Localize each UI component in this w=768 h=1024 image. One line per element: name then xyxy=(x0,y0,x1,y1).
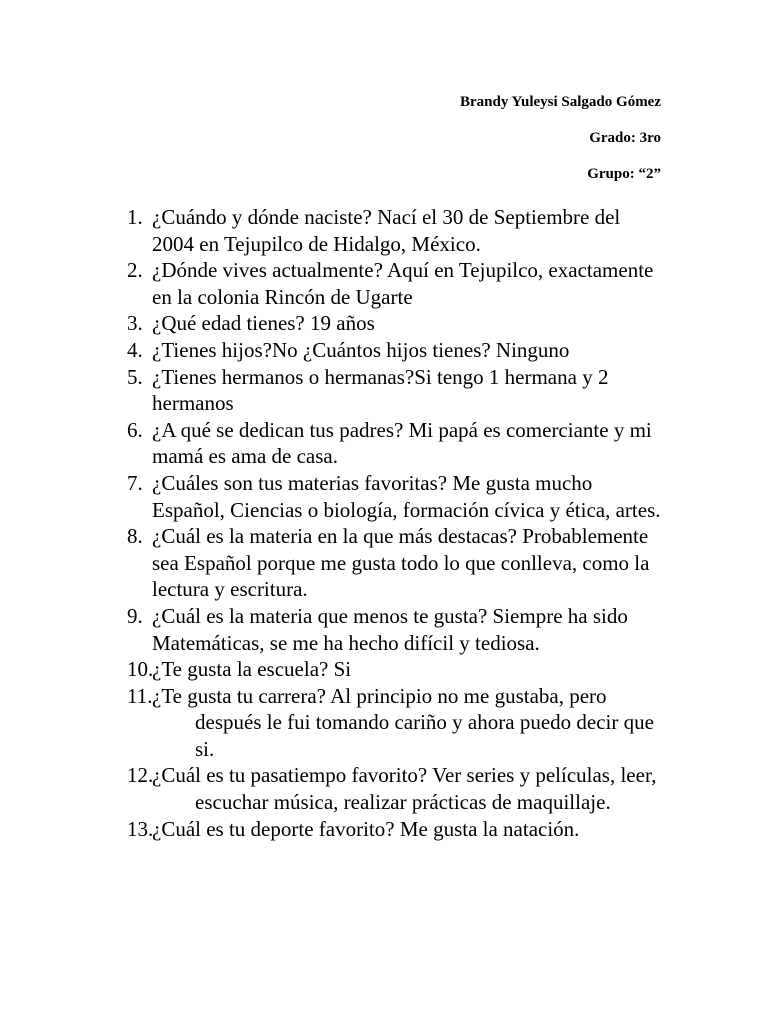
item-number: 6. xyxy=(127,417,143,442)
item-text: ¿Cuál es la materia en la que más destacas? Probablemente sea Español porque me gusta todo lo que conlleva, como la lectura y escritura. xyxy=(152,524,650,602)
item-number: 9. xyxy=(127,603,143,628)
list-item xyxy=(127,310,667,337)
item-text: ¿Tienes hermanos o hermanas?Si tengo 1 hermana y 2 hermanos xyxy=(152,364,609,416)
item-text: ¿Qué edad tienes? 19 años xyxy=(152,311,375,336)
item-text: ¿Te gusta tu carrera? Al principio no me gustaba, pero después le fui tomando cariño y ahora puedo decir que si. xyxy=(152,683,654,761)
question-list xyxy=(127,204,667,842)
item-text: ¿Cuál es tu deporte favorito? Me gusta la natación. xyxy=(152,816,580,841)
item-number: 13. xyxy=(127,816,154,841)
list-item xyxy=(127,417,667,470)
list-item xyxy=(127,257,667,310)
list-item xyxy=(127,762,667,815)
student-name: Brandy Yuleysi Salgado Gómez xyxy=(460,94,661,110)
document-header xyxy=(460,90,661,198)
item-text: ¿Dónde vives actualmente? Aquí en Tejupilco, exactamente en la colonia Rincón de Ugarte xyxy=(152,258,654,309)
item-number: 7. xyxy=(127,470,143,495)
list-item xyxy=(127,470,667,523)
item-text: ¿A qué se dedican tus padres? Mi papá es comerciante y mi mamá es ama de casa. xyxy=(152,417,652,469)
list-item xyxy=(127,337,667,364)
item-number: 2. xyxy=(127,258,143,283)
item-text: ¿Cuáles son tus materias favoritas? Me gusta mucho Español, Ciencias o biología, formación cívica y ética, artes. xyxy=(152,470,661,522)
list-item xyxy=(127,523,667,603)
student-grade: Grado: 3ro xyxy=(589,130,661,146)
list-item xyxy=(127,204,667,257)
item-text: ¿Cuál es la materia que menos te gusta? Siempre ha sido Matemáticas, se me ha hecho difícil y tediosa. xyxy=(152,603,628,655)
item-number: 5. xyxy=(127,364,143,389)
item-text: ¿Te gusta la escuela? Si xyxy=(152,657,352,682)
student-group: Grupo: “2” xyxy=(587,166,661,182)
item-text: ¿Tienes hijos?No ¿Cuántos hijos tienes? Ninguno xyxy=(152,337,570,362)
item-number: 10. xyxy=(127,657,154,682)
list-item xyxy=(127,364,667,417)
item-number: 3. xyxy=(127,311,143,336)
item-text: ¿Cuál es tu pasatiempo favorito? Ver series y películas, leer, escuchar música, realizar prácticas de maquillaje. xyxy=(152,763,657,815)
item-number: 8. xyxy=(127,524,143,549)
item-number: 4. xyxy=(127,337,143,362)
list-item xyxy=(127,656,667,683)
item-number: 11. xyxy=(127,683,153,708)
item-number: 1. xyxy=(127,205,143,229)
item-number: 12. xyxy=(127,763,154,788)
list-item xyxy=(127,816,667,843)
list-item xyxy=(127,683,667,763)
list-item xyxy=(127,603,667,656)
item-text: ¿Cuándo y dónde naciste? Nací el 30 de Septiembre del 2004 en Tejupilco de Hidalgo, México. xyxy=(152,205,621,256)
